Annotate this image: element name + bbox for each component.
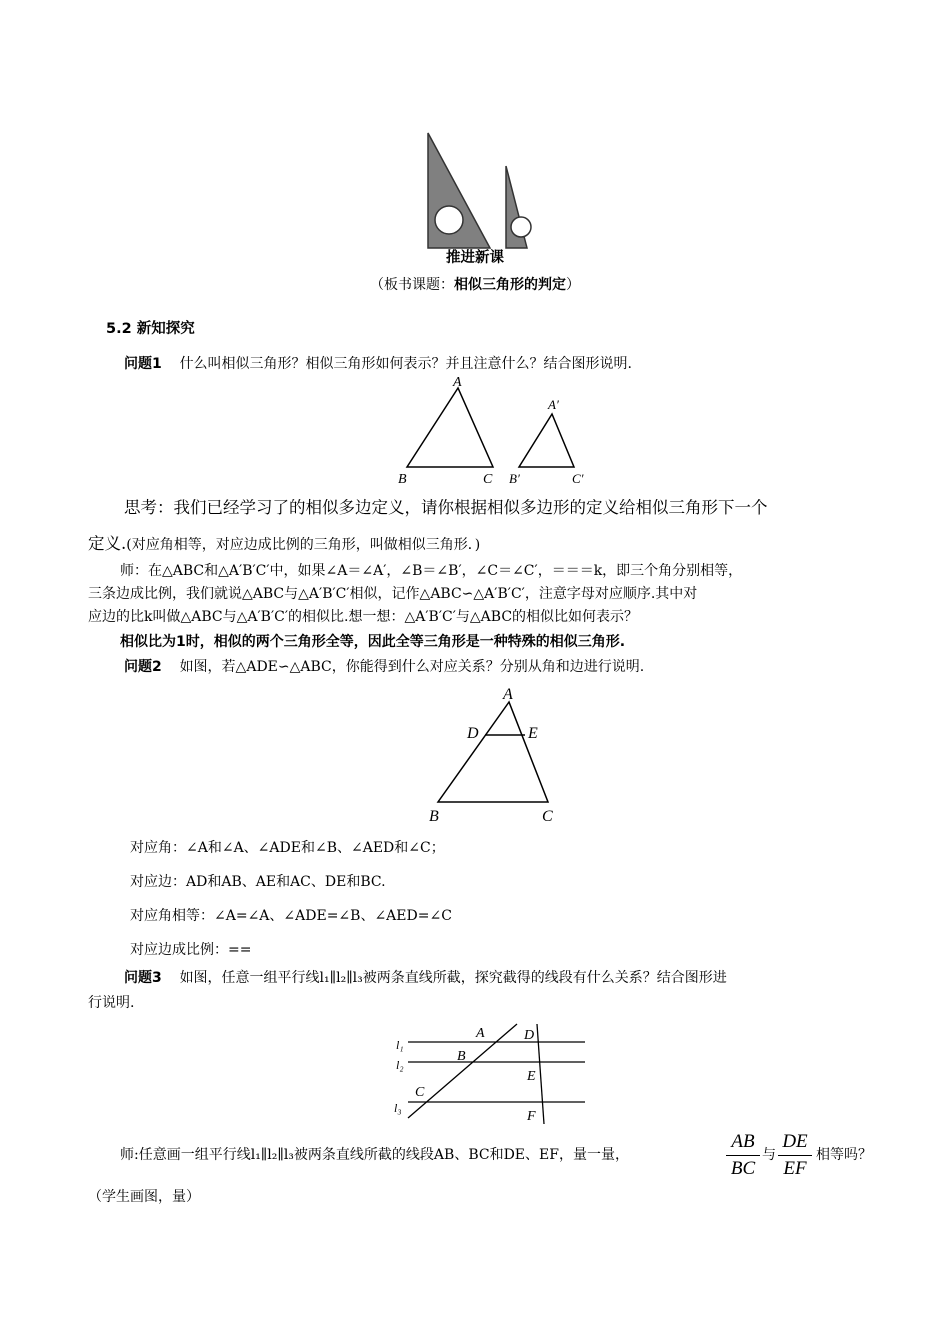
fig3-label-f: F: [527, 1109, 536, 1124]
board-title-prefix: （板书课题：: [370, 277, 454, 293]
lesson-heading: 推进新课: [446, 250, 504, 266]
fraction-bar: [726, 1155, 760, 1156]
question-1-text: 什么叫相似三角形？相似三角形如何表示？并且注意什么？结合图形说明.: [179, 356, 633, 372]
question-3-line-2: 行说明.: [88, 995, 135, 1011]
label-l2: l₂: [396, 1058, 404, 1072]
large-ruler-hole: [435, 206, 463, 234]
fraction-ef-denominator: EF: [783, 1158, 807, 1179]
fig3-label-c: C: [415, 1085, 425, 1100]
fig3-label-a: A: [476, 1026, 485, 1041]
section-title: 新知探究: [136, 321, 195, 337]
corresponding-angles: 对应角：∠A和∠A、∠ADE和∠B、∠AED和∠C；: [130, 840, 445, 856]
question-1: [124, 354, 632, 374]
fraction-connector: 与: [762, 1147, 776, 1163]
congruence-note: 相似比为1时，相似的两个三角形全等，因此全等三角形是一种特殊的相似三角形.: [120, 634, 626, 650]
teacher-paragraph-line-2: 三条边成比例，我们就说△ABC与△A′B′C′相似，记作△ABC∽△A′B′C′，注意字母对应顺序.其中对: [88, 586, 698, 602]
fraction-de-ef: [778, 1131, 812, 1180]
question-3-text: 如图，任意一组平行线l₁∥l₂∥l₃被两条直线所截，探究截得的线段有什么关系？结合图形进: [179, 970, 727, 986]
small-ruler-hole: [511, 217, 531, 237]
label-l1: l₁: [396, 1038, 404, 1052]
proportional-sides: 对应边成比例：==: [130, 942, 252, 958]
fraction-ab-numerator: AB: [731, 1131, 755, 1152]
label-b: B: [398, 472, 407, 487]
fraction-de-numerator: DE: [782, 1131, 808, 1152]
fraction-ab-bc: [726, 1131, 760, 1180]
teacher-measure-text: 师:任意画一组平行线l₁∥l₂∥l₃被两条直线所截的线段AB、BC和DE、EF，量一量，: [120, 1147, 629, 1163]
question-2: [124, 657, 644, 677]
fig2-label-a: A: [503, 686, 513, 703]
fraction-bc-denominator: BC: [730, 1158, 756, 1179]
think-line-1: 思考：我们已经学习了的相似多边定义，请你根据相似多边形的定义给相似三角形下一个: [124, 498, 768, 517]
label-a: A: [453, 375, 462, 390]
label-c-prime: C′: [572, 471, 584, 486]
think-definition-word: 定义.: [88, 534, 127, 553]
ade-abc-figure: [420, 680, 570, 825]
fig3-label-e: E: [527, 1069, 536, 1084]
question-3-line-1: [124, 968, 727, 988]
similar-triangles-figure: [390, 372, 600, 487]
fig3-label-d: D: [524, 1028, 535, 1043]
corresponding-sides: 对应边：AD和AB、AE和AC、DE和BC.: [130, 874, 386, 890]
label-a-prime: A′: [548, 397, 559, 412]
fig2-label-c: C: [542, 808, 553, 825]
teacher-measure-question: 相等吗？: [816, 1147, 872, 1163]
think-line-2: [88, 532, 480, 556]
board-title-topic: 相似三角形的判定: [454, 277, 566, 293]
student-activity-note: （学生画图，量）: [88, 1189, 200, 1205]
section-number: 5.2: [106, 321, 132, 337]
triangle-abc-prime: [519, 414, 574, 467]
think-definition-answer: (对应角相等，对应边成比例的三角形，叫做相似三角形．): [126, 537, 481, 553]
triangle-abc-large: [438, 702, 548, 802]
label-l3: l₃: [394, 1101, 402, 1115]
section-heading: [106, 319, 195, 339]
set-square-illustration: [420, 128, 540, 253]
label-b-prime: B′: [509, 471, 520, 486]
teacher-paragraph-line-1: 师：在△ABC和△A′B′C′中，如果∠A＝∠A′，∠B＝∠B′，∠C＝∠C′，＝＝＝k，即三个角分别相等，: [120, 563, 743, 579]
fig2-label-b: B: [429, 808, 439, 825]
fig3-label-b: B: [457, 1049, 466, 1064]
label-c: C: [483, 472, 493, 487]
fig2-label-e: E: [528, 725, 538, 742]
question-2-text: 如图，若△ADE∽△ABC，你能得到什么对应关系？分别从角和边进行说明.: [179, 659, 645, 675]
parallel-lines-figure: [388, 1016, 593, 1128]
board-title-suffix: ）: [566, 277, 580, 293]
transversal-abc: [408, 1024, 517, 1118]
question-2-label: 问题2: [124, 659, 162, 675]
question-3-label: 问题3: [124, 970, 162, 986]
teacher-paragraph-line-3: 应边的比k叫做△ABC与△A′B′C′的相似比.想一想：△A′B′C′与△ABC的相似比如何表示？: [88, 609, 639, 625]
fraction-bar: [778, 1155, 812, 1156]
question-1-label: 问题1: [124, 356, 162, 372]
board-title: [0, 275, 950, 295]
triangle-abc: [407, 388, 493, 467]
transversal-def: [537, 1024, 544, 1124]
fig2-label-d: D: [467, 725, 479, 742]
equal-angles: 对应角相等：∠A=∠A、∠ADE=∠B、∠AED=∠C: [130, 908, 452, 924]
